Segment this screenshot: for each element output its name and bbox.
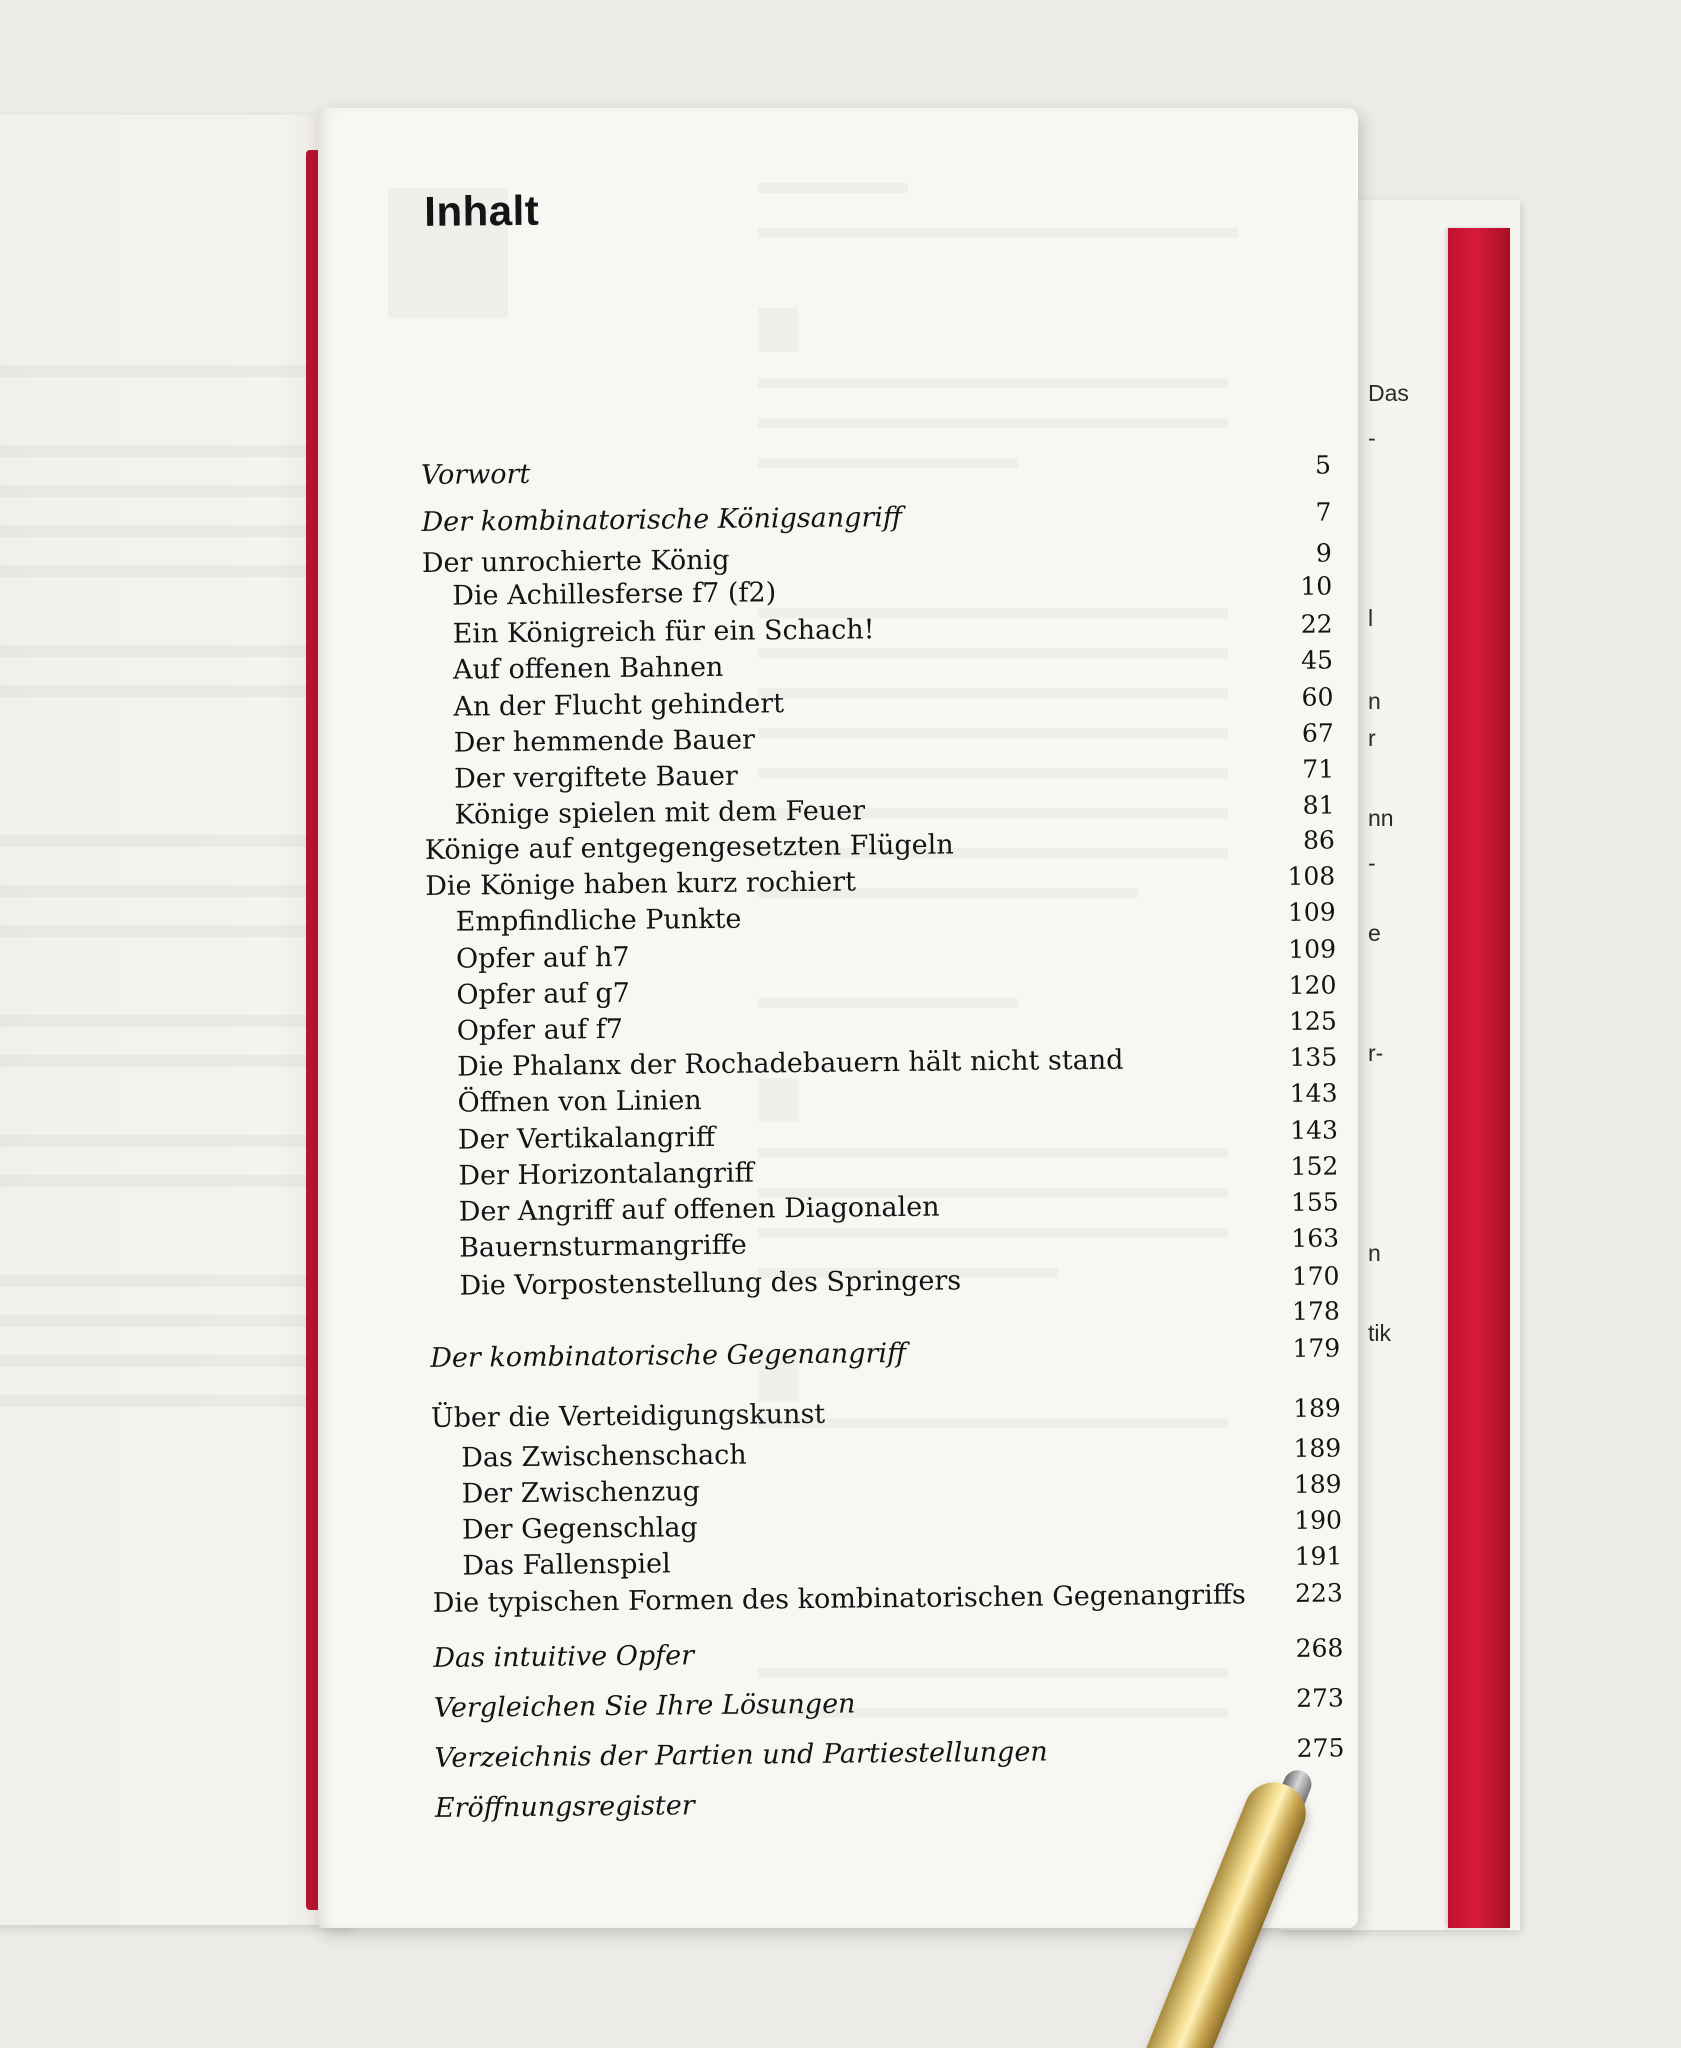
toc-entry-title: Vorwort xyxy=(420,458,531,491)
toc-entry-page: 108 xyxy=(1287,861,1336,891)
toc-entry-title: Die Phalanx der Rochadebauern hält nicht stand xyxy=(457,1044,1124,1083)
toc-entry-page: 152 xyxy=(1290,1151,1339,1181)
toc-entry-title: Ein Königreich für ein Schach! xyxy=(452,614,875,650)
toc-heading: Inhalt xyxy=(423,186,540,235)
toc-entry-title: Auf offenen Bahnen xyxy=(452,651,724,686)
toc-entry-title: Könige spielen mit dem Feuer xyxy=(454,795,866,831)
toc-entry-title: Das Zwischenschach xyxy=(461,1439,747,1474)
toc-entry-title: Öffnen von Linien xyxy=(457,1085,702,1119)
toc-entry-page: 275 xyxy=(1296,1733,1345,1763)
toc-entry-title: Der kombinatorische Gegenangriff xyxy=(430,1337,907,1374)
toc-entry-page: 10 xyxy=(1300,571,1333,601)
toc-entry-title: An der Flucht gehindert xyxy=(453,688,785,723)
toc-entry-page: 45 xyxy=(1301,645,1334,675)
toc-entry-page: 189 xyxy=(1293,1433,1342,1463)
toc-entry-page: 273 xyxy=(1295,1683,1345,1713)
toc-entry-page: 170 xyxy=(1291,1261,1340,1291)
toc-entry-page: 223 xyxy=(1294,1578,1343,1608)
back-cover-fragment: n xyxy=(1368,1240,1381,1266)
toc-entry-page: 22 xyxy=(1300,609,1333,639)
cover-red-edge xyxy=(1448,228,1510,1928)
back-cover-fragment: n xyxy=(1368,688,1381,714)
toc-entry-title: Die Vorpostenstellung des Springers xyxy=(459,1265,962,1302)
toc-entry-page: 9 xyxy=(1315,538,1333,568)
toc-entry-page: 135 xyxy=(1289,1042,1338,1072)
toc-entry-page: 67 xyxy=(1301,718,1334,748)
toc-entry-title: Der Zwischenzug xyxy=(461,1476,701,1510)
toc-entry-page: 5 xyxy=(1314,450,1332,480)
toc-entry-page: 189 xyxy=(1293,1469,1342,1499)
toc-entry xyxy=(421,450,1331,500)
toc-entry-title: Verzeichnis der Partien und Partiestellungen xyxy=(434,1736,1048,1774)
toc-entry-page: 120 xyxy=(1288,970,1337,1000)
toc-entry-title: Könige auf entgegengesetzten Flügeln xyxy=(424,829,954,866)
toc-entry-page: 155 xyxy=(1290,1187,1339,1217)
toc-entry-page: 143 xyxy=(1289,1078,1338,1108)
toc-entry xyxy=(434,1733,1344,1783)
toc-entry-title: Der hemmende Bauer xyxy=(453,724,756,759)
toc-entry-title: Der Gegenschlag xyxy=(461,1512,698,1546)
back-cover-fragment: r xyxy=(1368,725,1376,751)
toc-entry-title: Opfer auf g7 xyxy=(456,977,631,1011)
toc-entry-page: 179 xyxy=(1292,1333,1341,1363)
toc-entry-title: Über die Verteidigungskunst xyxy=(430,1398,826,1434)
toc-entry-title: Der Horizontalangriff xyxy=(458,1157,754,1192)
toc-entry-page: 189 xyxy=(1292,1393,1341,1423)
toc-entry-page: 191 xyxy=(1294,1541,1343,1571)
toc-entry-title: Bauernsturmangriffe xyxy=(458,1229,747,1264)
back-cover-fragment: nn xyxy=(1368,805,1394,831)
toc-entry xyxy=(434,1683,1344,1733)
toc-entry-title: Empfindliche Punkte xyxy=(455,903,742,938)
back-cover-fragment: tik xyxy=(1368,1320,1391,1346)
toc-entry-page: 109 xyxy=(1287,897,1336,927)
toc-entry-title: Die typischen Formen des kombinatorischen Gegenangriffs xyxy=(432,1579,1246,1619)
toc-entry-title: Opfer auf f7 xyxy=(456,1013,624,1047)
toc-entry-title: Vergleichen Sie Ihre Lösungen xyxy=(433,1688,856,1724)
toc-entry xyxy=(435,1783,1345,1833)
toc-entry-page: 190 xyxy=(1294,1505,1343,1535)
toc-entry-title: Das Fallenspiel xyxy=(462,1548,671,1582)
toc-entry-page: 178 xyxy=(1291,1296,1340,1326)
toc-entry-page: 60 xyxy=(1301,682,1334,712)
toc-entry-page: 163 xyxy=(1291,1223,1340,1253)
back-cover-fragment: - xyxy=(1368,425,1376,451)
back-cover-fragment: e xyxy=(1368,920,1381,946)
left-page xyxy=(0,115,352,1925)
toc-entry-title: Der Angriff auf offenen Diagonalen xyxy=(458,1191,940,1228)
toc-entry-page: 109 xyxy=(1288,934,1337,964)
toc-entry-page: 7 xyxy=(1315,497,1332,527)
toc-entry-page: 81 xyxy=(1302,790,1335,820)
toc-entry-title: Der kombinatorische Königsangriff xyxy=(421,501,903,538)
toc-entry-title: Der vergiftete Bauer xyxy=(454,760,738,795)
back-cover-fragment: Das xyxy=(1368,380,1409,406)
toc-entry-page: 86 xyxy=(1302,825,1336,855)
toc-entry-title: Eröffnungsregister xyxy=(434,1790,695,1824)
toc-entry-page: 268 xyxy=(1295,1633,1344,1663)
toc-entry-title: Opfer auf h7 xyxy=(455,941,630,975)
back-cover-fragment: - xyxy=(1368,850,1376,876)
toc-entry-title: Die Könige haben kurz rochiert xyxy=(425,866,857,902)
toc-entry-title: Der unrochierte König xyxy=(421,544,730,579)
toc-entry-page: 71 xyxy=(1302,754,1335,784)
back-cover-fragment: r- xyxy=(1368,1040,1384,1066)
toc-entry-title: Die Achillesferse f7 (f2) xyxy=(452,577,777,612)
toc-entry-title: Das intuitive Opfer xyxy=(433,1640,695,1674)
toc-entry xyxy=(430,1333,1340,1383)
back-cover-fragment: l xyxy=(1368,605,1374,631)
toc-entry-page: 143 xyxy=(1290,1115,1339,1145)
table-of-contents xyxy=(418,178,1345,1837)
toc-entry-page: 125 xyxy=(1288,1006,1337,1036)
toc-entry xyxy=(433,1578,1343,1628)
toc-entry xyxy=(433,1633,1343,1683)
toc-entry-title: Der Vertikalangriff xyxy=(457,1121,716,1156)
toc-page xyxy=(318,108,1358,1928)
